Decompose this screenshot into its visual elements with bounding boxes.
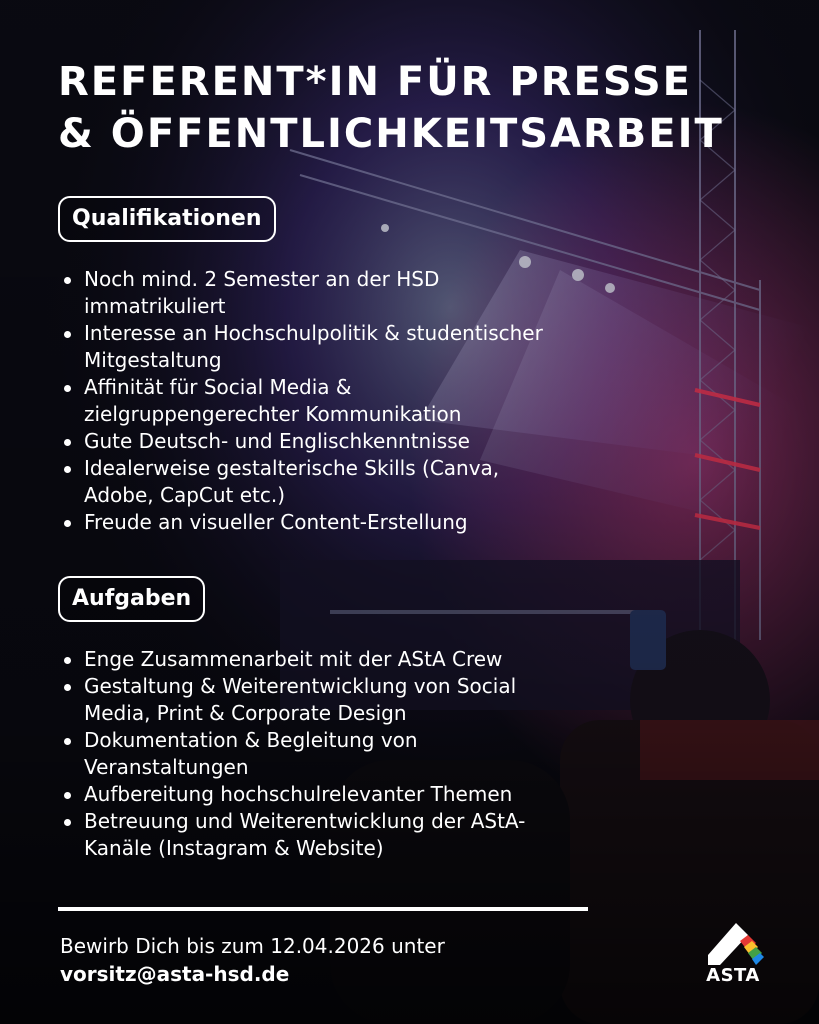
list-item: Affinität für Social Media & zielgruppengerechter Kommunikation [58,374,543,428]
page-title [58,56,798,160]
title-line-1: REFERENT*IN FÜR PRESSE [58,59,692,105]
list-item: Gute Deutsch- und Englischkenntnisse [58,428,543,455]
qualifikationen-list [58,266,543,536]
contact-email-link[interactable]: vorsitz@asta-hsd.de [60,962,290,986]
list-item: Freude an visueller Content-Erstellung [58,509,543,536]
title-line-2: & ÖFFENTLICHKEITSARBEIT [58,111,724,157]
list-item: Enge Zusammenarbeit mit der AStA Crew [58,646,525,673]
aufgaben-heading: Aufgaben [58,576,205,622]
asta-logo-text: ASTA [706,965,760,986]
footer-deadline: Bewirb Dich bis zum 12.04.2026 unter [60,934,445,958]
list-item: Aufbereitung hochschulrelevanter Themen [58,781,525,808]
list-item: Gestaltung & Weiterentwicklung von Social Media, Print & Corporate Design [58,673,525,727]
list-item: Interesse an Hochschulpolitik & studentischer Mitgestaltung [58,320,543,374]
asta-logo [700,915,766,990]
divider-line [58,907,588,911]
asta-logo-mark [700,915,766,965]
list-item: Dokumentation & Begleitung von Veranstaltungen [58,727,525,781]
list-item: Betreuung und Weiterentwicklung der AStA- Kanäle (Instagram & Website) [58,808,525,862]
list-item: Noch mind. 2 Semester an der HSD immatrikuliert [58,266,543,320]
qualifikationen-heading: Qualifikationen [58,196,276,242]
list-item: Idealerweise gestalterische Skills (Canva, Adobe, CapCut etc.) [58,455,543,509]
footer-contact [60,932,445,988]
aufgaben-list [58,646,525,862]
